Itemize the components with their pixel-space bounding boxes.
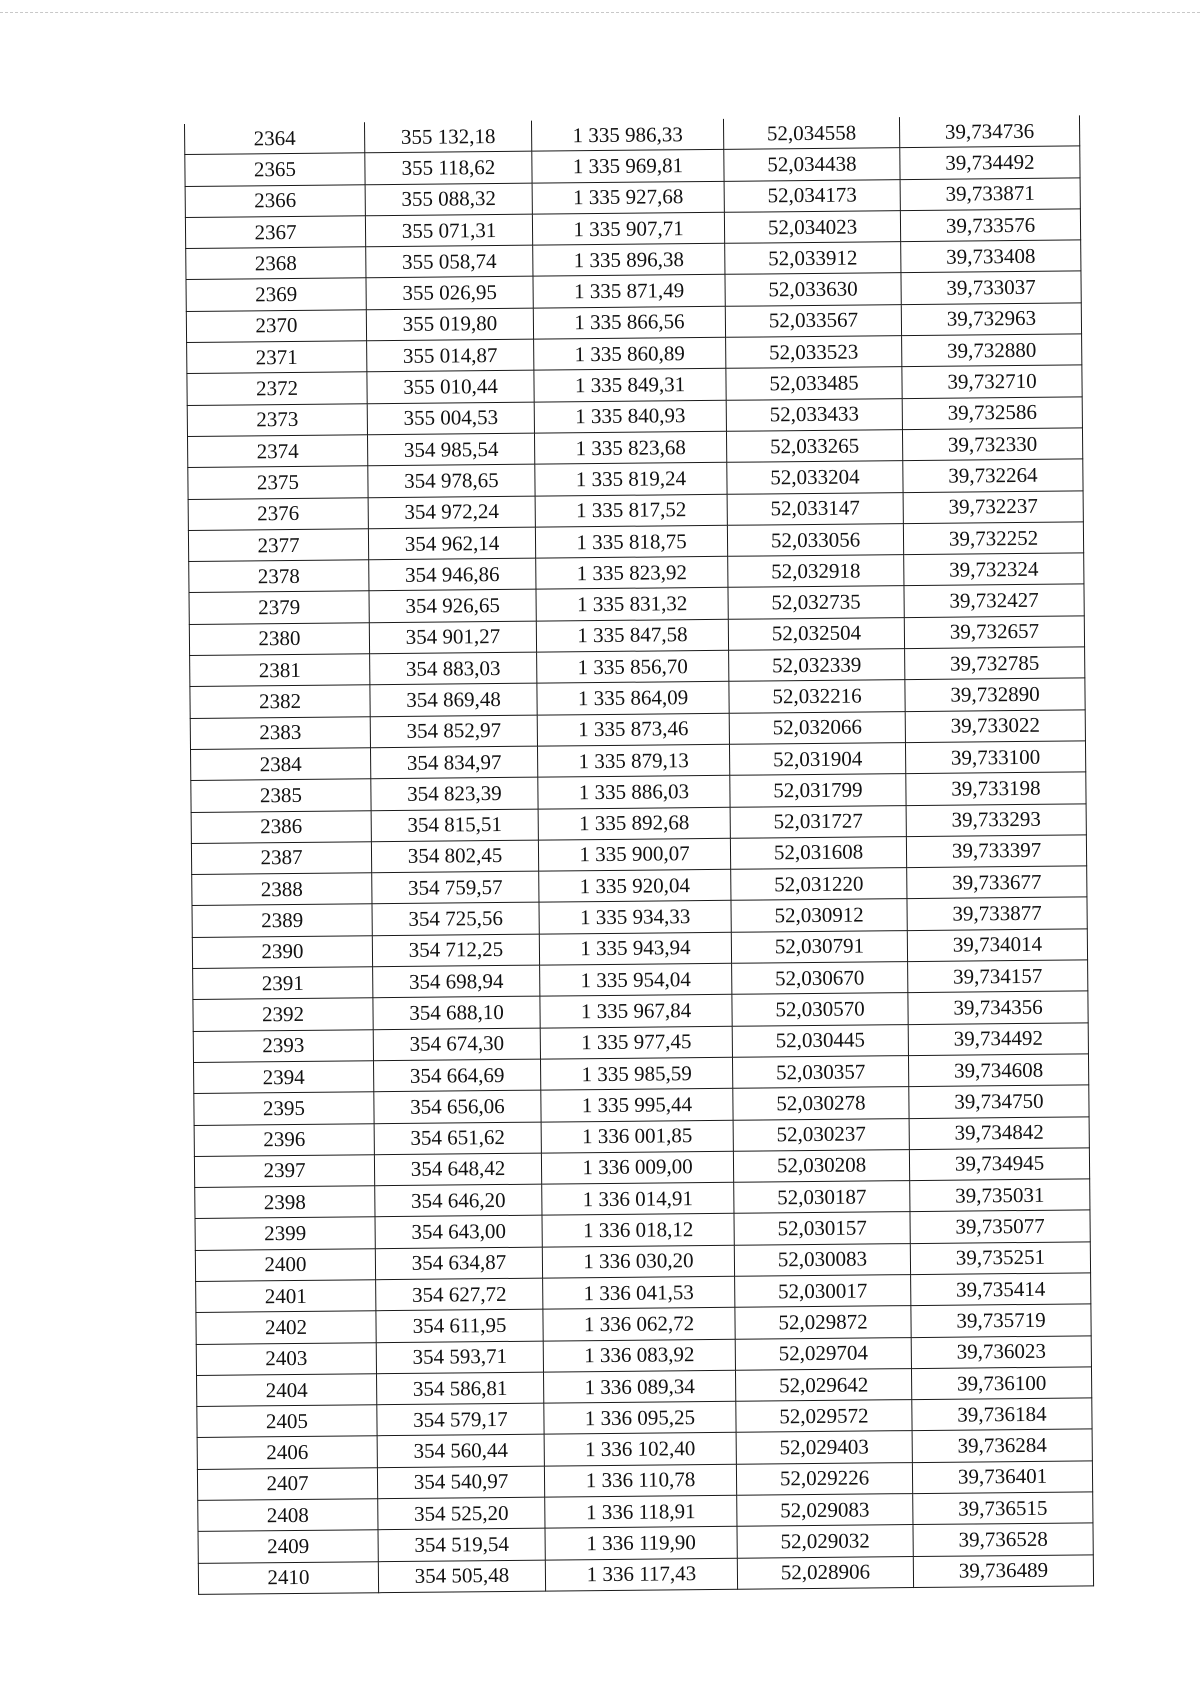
y-coordinate-cell: 1 335 849,31 — [534, 369, 726, 402]
x-coordinate-cell: 354 978,65 — [368, 464, 535, 497]
longitude-cell: 39,736515 — [913, 1492, 1093, 1525]
point-number-cell: 2395 — [194, 1092, 374, 1125]
longitude-cell: 39,735077 — [910, 1210, 1090, 1243]
x-coordinate-cell: 355 019,80 — [366, 308, 533, 341]
y-coordinate-cell: 1 335 847,58 — [536, 619, 728, 652]
x-coordinate-cell: 354 651,62 — [374, 1122, 541, 1155]
latitude-cell: 52,034173 — [724, 179, 900, 212]
point-number-cell: 2380 — [189, 622, 369, 655]
point-number-cell: 2381 — [190, 654, 370, 687]
y-coordinate-cell: 1 335 892,68 — [538, 807, 730, 840]
point-number-cell: 2377 — [188, 529, 368, 562]
longitude-cell: 39,736100 — [911, 1367, 1091, 1400]
latitude-cell: 52,033056 — [727, 523, 903, 556]
point-number-cell: 2408 — [198, 1499, 378, 1532]
y-coordinate-cell: 1 336 001,85 — [541, 1120, 733, 1153]
y-coordinate-cell: 1 335 864,09 — [537, 682, 729, 715]
longitude-cell: 39,732264 — [903, 459, 1083, 492]
longitude-cell: 39,734157 — [908, 960, 1088, 993]
longitude-cell: 39,736528 — [913, 1523, 1093, 1556]
x-coordinate-cell: 354 560,44 — [377, 1435, 544, 1468]
point-number-cell: 2393 — [193, 1029, 373, 1062]
y-coordinate-cell: 1 336 095,25 — [544, 1401, 736, 1434]
latitude-cell: 52,033523 — [726, 336, 902, 369]
point-number-cell: 2401 — [196, 1280, 376, 1313]
y-coordinate-cell: 1 336 110,78 — [544, 1464, 736, 1497]
latitude-cell: 52,034558 — [723, 117, 899, 149]
latitude-cell: 52,029572 — [736, 1400, 912, 1433]
point-number-cell: 2409 — [198, 1530, 378, 1563]
y-coordinate-cell: 1 336 062,72 — [543, 1308, 735, 1341]
longitude-cell: 39,733877 — [907, 897, 1087, 930]
longitude-cell: 39,732252 — [903, 522, 1083, 555]
latitude-cell: 52,031727 — [730, 805, 906, 838]
point-number-cell: 2373 — [187, 403, 367, 436]
y-coordinate-cell: 1 335 977,45 — [540, 1026, 732, 1059]
x-coordinate-cell: 354 664,69 — [373, 1059, 540, 1092]
x-coordinate-cell: 354 962,14 — [368, 527, 535, 560]
point-number-cell: 2396 — [194, 1123, 374, 1156]
longitude-cell: 39,736023 — [911, 1335, 1091, 1368]
longitude-cell: 39,735414 — [911, 1273, 1091, 1306]
x-coordinate-cell: 355 088,32 — [365, 183, 532, 216]
longitude-cell: 39,732963 — [901, 303, 1081, 336]
x-coordinate-cell: 354 698,94 — [373, 965, 540, 998]
y-coordinate-cell: 1 335 860,89 — [534, 337, 726, 370]
x-coordinate-cell: 354 946,86 — [369, 558, 536, 591]
x-coordinate-cell: 354 656,06 — [374, 1090, 541, 1123]
longitude-cell: 39,733677 — [907, 866, 1087, 899]
point-number-cell: 2406 — [197, 1436, 377, 1469]
longitude-cell: 39,732880 — [902, 334, 1082, 367]
y-coordinate-cell: 1 336 102,40 — [544, 1433, 736, 1466]
x-coordinate-cell: 354 759,57 — [372, 871, 539, 904]
latitude-cell: 52,033433 — [726, 398, 902, 431]
y-coordinate-cell: 1 335 819,24 — [535, 463, 727, 496]
latitude-cell: 52,030278 — [733, 1087, 909, 1120]
latitude-cell: 52,030187 — [734, 1181, 910, 1214]
longitude-cell: 39,735031 — [910, 1179, 1090, 1212]
y-coordinate-cell: 1 335 907,71 — [532, 212, 724, 245]
point-number-cell: 2367 — [185, 216, 365, 249]
y-coordinate-cell: 1 335 886,03 — [538, 776, 730, 809]
longitude-cell: 39,732427 — [904, 584, 1084, 617]
point-number-cell: 2382 — [190, 685, 370, 718]
latitude-cell: 52,032216 — [729, 680, 905, 713]
latitude-cell: 52,029083 — [737, 1494, 913, 1527]
point-number-cell: 2378 — [189, 560, 369, 593]
y-coordinate-cell: 1 336 030,20 — [542, 1245, 734, 1278]
latitude-cell: 52,031220 — [731, 868, 907, 901]
x-coordinate-cell: 354 627,72 — [376, 1278, 543, 1311]
longitude-cell: 39,732237 — [903, 490, 1083, 523]
latitude-cell: 52,030237 — [733, 1118, 909, 1151]
longitude-cell: 39,733397 — [906, 835, 1086, 868]
y-coordinate-cell: 1 335 840,93 — [534, 400, 726, 433]
x-coordinate-cell: 354 525,20 — [378, 1497, 545, 1530]
longitude-cell: 39,733293 — [906, 803, 1086, 836]
latitude-cell: 52,030570 — [732, 993, 908, 1026]
x-coordinate-cell: 355 026,95 — [366, 277, 533, 310]
x-coordinate-cell: 354 802,45 — [371, 840, 538, 873]
longitude-cell: 39,735719 — [911, 1304, 1091, 1337]
y-coordinate-cell: 1 335 823,68 — [534, 431, 726, 464]
x-coordinate-cell: 355 118,62 — [365, 151, 532, 184]
longitude-cell: 39,736284 — [912, 1429, 1092, 1462]
longitude-cell: 39,734356 — [908, 991, 1088, 1024]
x-coordinate-cell: 355 010,44 — [367, 371, 534, 404]
longitude-cell: 39,732657 — [904, 616, 1084, 649]
x-coordinate-cell: 354 901,27 — [369, 621, 536, 654]
y-coordinate-cell: 1 335 818,75 — [535, 525, 727, 558]
point-number-cell: 2383 — [190, 716, 370, 749]
latitude-cell: 52,029403 — [736, 1431, 912, 1464]
longitude-cell: 39,736401 — [912, 1461, 1092, 1494]
y-coordinate-cell: 1 336 118,91 — [545, 1495, 737, 1528]
longitude-cell: 39,736489 — [913, 1554, 1093, 1587]
y-coordinate-cell: 1 335 969,81 — [532, 150, 724, 183]
x-coordinate-cell: 354 519,54 — [378, 1528, 545, 1561]
point-number-cell: 2407 — [197, 1467, 377, 1500]
longitude-cell: 39,734736 — [899, 115, 1079, 148]
coordinates-table — [184, 115, 1094, 1594]
x-coordinate-cell: 354 611,95 — [376, 1309, 543, 1342]
point-number-cell: 2399 — [195, 1217, 375, 1250]
latitude-cell: 52,030017 — [735, 1275, 911, 1308]
latitude-cell: 52,034023 — [724, 211, 900, 244]
latitude-cell: 52,029032 — [737, 1525, 913, 1558]
x-coordinate-cell: 354 643,00 — [375, 1216, 542, 1249]
point-number-cell: 2369 — [186, 278, 366, 311]
y-coordinate-cell: 1 336 018,12 — [542, 1214, 734, 1247]
latitude-cell: 52,029642 — [735, 1368, 911, 1401]
longitude-cell: 39,733408 — [901, 240, 1081, 273]
x-coordinate-cell: 354 646,20 — [375, 1184, 542, 1217]
latitude-cell: 52,033265 — [726, 430, 902, 463]
point-number-cell: 2372 — [187, 372, 367, 405]
latitude-cell: 52,033567 — [725, 304, 901, 337]
y-coordinate-cell: 1 335 986,33 — [531, 119, 723, 152]
point-number-cell: 2390 — [192, 935, 372, 968]
point-number-cell: 2410 — [198, 1561, 378, 1594]
point-number-cell: 2403 — [196, 1342, 376, 1375]
longitude-cell: 39,732710 — [902, 365, 1082, 398]
point-number-cell: 2386 — [191, 810, 371, 843]
point-number-cell: 2376 — [188, 497, 368, 530]
x-coordinate-cell: 355 004,53 — [367, 402, 534, 435]
x-coordinate-cell: 354 985,54 — [367, 433, 534, 466]
point-number-cell: 2391 — [193, 967, 373, 1000]
longitude-cell: 39,733198 — [906, 772, 1086, 805]
y-coordinate-cell: 1 336 089,34 — [543, 1370, 735, 1403]
point-number-cell: 2392 — [193, 998, 373, 1031]
y-coordinate-cell: 1 336 119,90 — [545, 1527, 737, 1560]
y-coordinate-cell: 1 335 817,52 — [535, 494, 727, 527]
y-coordinate-cell: 1 335 985,59 — [540, 1057, 732, 1090]
latitude-cell: 52,032918 — [728, 555, 904, 588]
latitude-cell: 52,033630 — [725, 273, 901, 306]
longitude-cell: 39,732330 — [902, 428, 1082, 461]
y-coordinate-cell: 1 335 995,44 — [541, 1088, 733, 1121]
x-coordinate-cell: 354 815,51 — [371, 809, 538, 842]
latitude-cell: 52,030912 — [731, 899, 907, 932]
x-coordinate-cell: 354 674,30 — [373, 1028, 540, 1061]
latitude-cell: 52,029226 — [736, 1462, 912, 1495]
x-coordinate-cell: 355 132,18 — [364, 121, 531, 153]
point-number-cell: 2398 — [195, 1186, 375, 1219]
point-number-cell: 2374 — [187, 435, 367, 468]
x-coordinate-cell: 355 058,74 — [366, 245, 533, 278]
x-coordinate-cell: 354 883,03 — [370, 652, 537, 685]
y-coordinate-cell: 1 336 014,91 — [542, 1182, 734, 1215]
longitude-cell: 39,733037 — [901, 271, 1081, 304]
y-coordinate-cell: 1 336 041,53 — [543, 1276, 735, 1309]
longitude-cell: 39,734014 — [907, 929, 1087, 962]
longitude-cell: 39,733022 — [905, 710, 1085, 743]
point-number-cell: 2388 — [192, 873, 372, 906]
latitude-cell: 52,029704 — [735, 1337, 911, 1370]
point-number-cell: 2371 — [187, 341, 367, 374]
x-coordinate-cell: 354 648,42 — [374, 1153, 541, 1186]
x-coordinate-cell: 354 725,56 — [372, 903, 539, 936]
y-coordinate-cell: 1 336 009,00 — [541, 1151, 733, 1184]
point-number-cell: 2365 — [185, 153, 365, 186]
point-number-cell: 2400 — [195, 1248, 375, 1281]
latitude-cell: 52,033204 — [727, 461, 903, 494]
y-coordinate-cell: 1 335 873,46 — [537, 713, 729, 746]
point-number-cell: 2368 — [186, 247, 366, 280]
longitude-cell: 39,734842 — [909, 1116, 1089, 1149]
y-coordinate-cell: 1 335 967,84 — [540, 995, 732, 1028]
y-coordinate-cell: 1 335 896,38 — [533, 244, 725, 277]
coordinates-table-body — [184, 115, 1093, 1594]
point-number-cell: 2366 — [185, 184, 365, 217]
y-coordinate-cell: 1 336 083,92 — [543, 1339, 735, 1372]
latitude-cell: 52,032504 — [728, 617, 904, 650]
y-coordinate-cell: 1 335 856,70 — [537, 650, 729, 683]
latitude-cell: 52,033912 — [725, 242, 901, 275]
x-coordinate-cell: 354 593,71 — [376, 1341, 543, 1374]
y-coordinate-cell: 1 335 934,33 — [539, 901, 731, 934]
y-coordinate-cell: 1 335 831,32 — [536, 588, 728, 621]
point-number-cell: 2379 — [189, 591, 369, 624]
longitude-cell: 39,734608 — [908, 1054, 1088, 1087]
x-coordinate-cell: 354 926,65 — [369, 590, 536, 623]
y-coordinate-cell: 1 336 117,43 — [545, 1558, 737, 1591]
point-number-cell: 2389 — [192, 904, 372, 937]
latitude-cell: 52,030208 — [733, 1149, 909, 1182]
point-number-cell: 2394 — [194, 1061, 374, 1094]
x-coordinate-cell: 355 014,87 — [367, 339, 534, 372]
y-coordinate-cell: 1 335 954,04 — [540, 963, 732, 996]
point-number-cell: 2397 — [194, 1155, 374, 1188]
point-number-cell: 2405 — [197, 1405, 377, 1438]
x-coordinate-cell: 354 869,48 — [370, 683, 537, 716]
latitude-cell: 52,032339 — [729, 649, 905, 682]
latitude-cell: 52,031799 — [730, 774, 906, 807]
latitude-cell: 52,030445 — [732, 1024, 908, 1057]
x-coordinate-cell: 354 712,25 — [372, 934, 539, 967]
point-number-cell: 2404 — [197, 1374, 377, 1407]
y-coordinate-cell: 1 335 866,56 — [533, 306, 725, 339]
longitude-cell: 39,736184 — [912, 1398, 1092, 1431]
longitude-cell: 39,732890 — [905, 678, 1085, 711]
point-number-cell: 2385 — [191, 779, 371, 812]
latitude-cell: 52,030157 — [734, 1212, 910, 1245]
x-coordinate-cell: 354 972,24 — [368, 496, 535, 529]
x-coordinate-cell: 354 634,87 — [375, 1247, 542, 1280]
x-coordinate-cell: 355 071,31 — [365, 214, 532, 247]
y-coordinate-cell: 1 335 920,04 — [539, 869, 731, 902]
longitude-cell: 39,734492 — [900, 146, 1080, 179]
point-number-cell: 2402 — [196, 1311, 376, 1344]
point-number-cell: 2370 — [186, 310, 366, 343]
y-coordinate-cell: 1 335 879,13 — [537, 744, 729, 777]
y-coordinate-cell: 1 335 823,92 — [536, 556, 728, 589]
y-coordinate-cell: 1 335 900,07 — [538, 838, 730, 871]
longitude-cell: 39,732785 — [905, 647, 1085, 680]
scan-edge-line — [0, 12, 1200, 13]
longitude-cell: 39,734492 — [908, 1022, 1088, 1055]
latitude-cell: 52,032066 — [729, 711, 905, 744]
y-coordinate-cell: 1 335 943,94 — [539, 932, 731, 965]
y-coordinate-cell: 1 335 871,49 — [533, 275, 725, 308]
longitude-cell: 39,733576 — [900, 209, 1080, 242]
longitude-cell: 39,734945 — [909, 1148, 1089, 1181]
x-coordinate-cell: 354 834,97 — [370, 746, 537, 779]
latitude-cell: 52,033147 — [727, 492, 903, 525]
latitude-cell: 52,032735 — [728, 586, 904, 619]
point-number-cell: 2387 — [191, 842, 371, 875]
x-coordinate-cell: 354 579,17 — [377, 1403, 544, 1436]
latitude-cell: 52,033485 — [726, 367, 902, 400]
latitude-cell: 52,031608 — [730, 836, 906, 869]
y-coordinate-cell: 1 335 927,68 — [532, 181, 724, 214]
latitude-cell: 52,030083 — [734, 1243, 910, 1276]
x-coordinate-cell: 354 586,81 — [377, 1372, 544, 1405]
point-number-cell: 2364 — [184, 122, 364, 155]
point-number-cell: 2384 — [191, 748, 371, 781]
latitude-cell: 52,031904 — [729, 743, 905, 776]
longitude-cell: 39,735251 — [910, 1242, 1090, 1275]
longitude-cell: 39,732586 — [902, 397, 1082, 430]
latitude-cell: 52,030791 — [731, 930, 907, 963]
latitude-cell: 52,030357 — [732, 1055, 908, 1088]
longitude-cell: 39,732324 — [904, 553, 1084, 586]
latitude-cell: 52,034438 — [724, 148, 900, 181]
latitude-cell: 52,028906 — [737, 1556, 913, 1589]
x-coordinate-cell: 354 688,10 — [373, 996, 540, 1029]
latitude-cell: 52,029872 — [735, 1306, 911, 1339]
x-coordinate-cell: 354 823,39 — [371, 777, 538, 810]
longitude-cell: 39,733871 — [900, 177, 1080, 210]
x-coordinate-cell: 354 852,97 — [370, 715, 537, 748]
x-coordinate-cell: 354 540,97 — [377, 1466, 544, 1499]
longitude-cell: 39,734750 — [909, 1085, 1089, 1118]
longitude-cell: 39,733100 — [905, 741, 1085, 774]
x-coordinate-cell: 354 505,48 — [378, 1560, 545, 1593]
latitude-cell: 52,030670 — [732, 962, 908, 995]
point-number-cell: 2375 — [188, 466, 368, 499]
